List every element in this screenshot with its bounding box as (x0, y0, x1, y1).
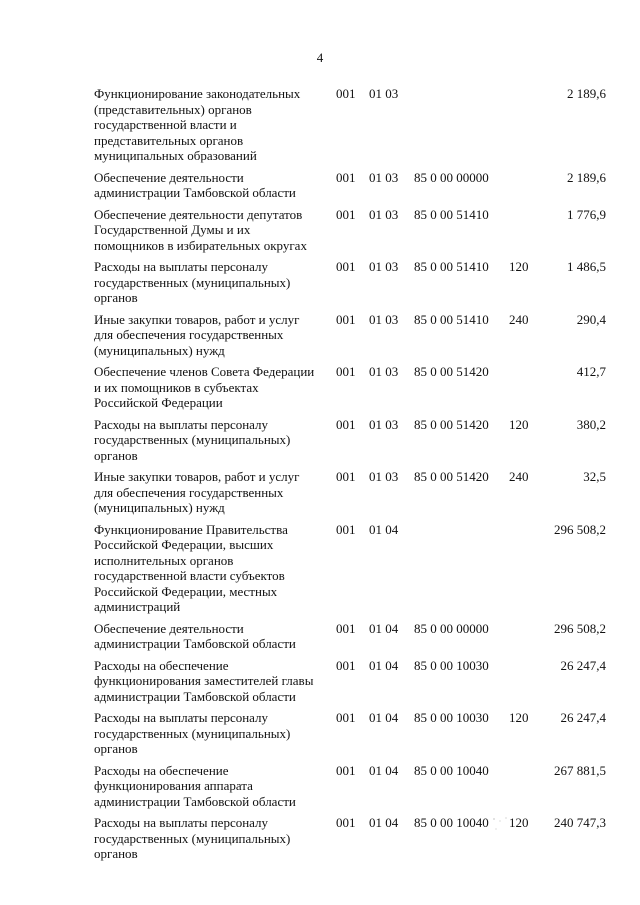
expense-type-code: 120 (509, 259, 529, 274)
target-article-code: 85 0 00 51410 (414, 311, 489, 327)
amount: 380,2 (576, 416, 606, 432)
table-row (0, 763, 640, 810)
expense-name: Обеспечение членов Совета Федерации и их помощников в субъектах Российской Федерации (94, 364, 315, 410)
section-code: 01 03 (369, 469, 399, 484)
table-row (0, 469, 640, 516)
department-code: 001 (336, 710, 356, 725)
expense-name: Иные закупки товаров, работ и услуг для обеспечения государственных (муниципальных) нужд (94, 469, 300, 515)
department-code: 001 (336, 521, 356, 537)
amount: 267 881,5 (554, 762, 606, 778)
amount: 240 747,3 (554, 815, 606, 830)
table-row (0, 312, 640, 359)
department-code: 001 (336, 620, 356, 636)
expense-name: Функционирование законодательных (представительных) органов государственной власти и представительных органов муниципальных образований (94, 86, 301, 163)
table-row (0, 417, 640, 464)
amount: 296 508,2 (554, 620, 606, 636)
budget-table (0, 86, 640, 868)
target-article-code: 85 0 00 00000 (414, 169, 489, 185)
department-code: 001 (336, 364, 356, 379)
department-code: 001 (336, 206, 356, 222)
amount: 412,7 (576, 364, 606, 379)
section-code: 01 03 (369, 311, 399, 327)
amount: 2 189,6 (567, 169, 606, 185)
expense-name: Расходы на обеспечение функционирования аппарата администрации Тамбовской области (94, 762, 296, 809)
section-code: 01 04 (369, 762, 399, 778)
section-code: 01 04 (369, 620, 399, 636)
department-code: 001 (336, 762, 356, 778)
expense-type-code: 120 (509, 815, 529, 830)
expense-name: Функционирование Правительства Российской Федерации, высших исполнительных органов государственной власти субъектов Российской Федерации, местных администраций (94, 521, 288, 614)
page-number: 4 (316, 50, 324, 65)
section-code: 01 04 (369, 657, 399, 673)
amount: 26 247,4 (560, 710, 606, 725)
target-article-code: 85 0 00 10030 (414, 657, 489, 673)
expense-name: Расходы на выплаты персоналу государственных (муниципальных) органов (94, 815, 291, 861)
target-article-code: 85 0 00 51420 (414, 364, 489, 379)
section-code: 01 03 (369, 206, 399, 222)
expense-type-code: 120 (509, 416, 529, 432)
table-row (0, 364, 640, 411)
amount: 1 486,5 (567, 259, 606, 274)
amount: 2 189,6 (567, 86, 606, 101)
department-code: 001 (336, 311, 356, 327)
section-code: 01 03 (369, 364, 399, 379)
section-code: 01 04 (369, 521, 399, 537)
table-row (0, 86, 640, 164)
table-row (0, 259, 640, 306)
department-code: 001 (336, 169, 356, 185)
table-row (0, 710, 640, 757)
section-code: 01 03 (369, 259, 399, 274)
department-code: 001 (336, 657, 356, 673)
expense-name: Обеспечение деятельности администрации Тамбовской области (94, 620, 296, 651)
table-row (0, 658, 640, 705)
table-row (0, 207, 640, 254)
target-article-code: 85 0 00 51420 (414, 416, 489, 432)
expense-name: Обеспечение деятельности депутатов Государственной Думы и их помощников в избирательных округах (94, 206, 307, 253)
section-code: 01 03 (369, 416, 399, 432)
amount: 290,4 (576, 311, 606, 327)
target-article-code: 85 0 00 10040 (414, 762, 489, 778)
expense-name: Расходы на обеспечение функционирования заместителей главы администрации Тамбовской области (94, 657, 314, 704)
expense-type-code: 240 (509, 469, 529, 484)
scan-specks (490, 815, 530, 835)
section-code: 01 03 (369, 169, 399, 185)
department-code: 001 (336, 815, 356, 830)
table-row (0, 522, 640, 615)
table-row (0, 170, 640, 201)
section-code: 01 03 (369, 86, 399, 101)
department-code: 001 (336, 86, 356, 101)
target-article-code: 85 0 00 10040 (414, 815, 489, 830)
amount: 26 247,4 (560, 657, 606, 673)
expense-name: Расходы на выплаты персоналу государственных (муниципальных) органов (94, 710, 291, 756)
target-article-code: 85 0 00 51410 (414, 259, 489, 274)
section-code: 01 04 (369, 815, 399, 830)
expense-name: Расходы на выплаты персоналу государственных (муниципальных) органов (94, 259, 291, 305)
department-code: 001 (336, 469, 356, 484)
table-row (0, 815, 640, 862)
amount: 296 508,2 (554, 521, 606, 537)
amount: 32,5 (583, 469, 606, 484)
target-article-code: 85 0 00 51410 (414, 206, 489, 222)
department-code: 001 (336, 416, 356, 432)
target-article-code: 85 0 00 10030 (414, 710, 489, 725)
expense-type-code: 120 (509, 710, 529, 725)
expense-name: Расходы на выплаты персоналу государственных (муниципальных) органов (94, 416, 291, 463)
expense-name: Обеспечение деятельности администрации Тамбовской области (94, 169, 296, 200)
target-article-code: 85 0 00 00000 (414, 620, 489, 636)
section-code: 01 04 (369, 710, 399, 725)
expense-name: Иные закупки товаров, работ и услуг для обеспечения государственных (муниципальных) нужд (94, 311, 300, 358)
department-code: 001 (336, 259, 356, 274)
table-row (0, 621, 640, 652)
expense-type-code: 240 (509, 311, 529, 327)
target-article-code: 85 0 00 51420 (414, 469, 489, 484)
amount: 1 776,9 (567, 206, 606, 222)
